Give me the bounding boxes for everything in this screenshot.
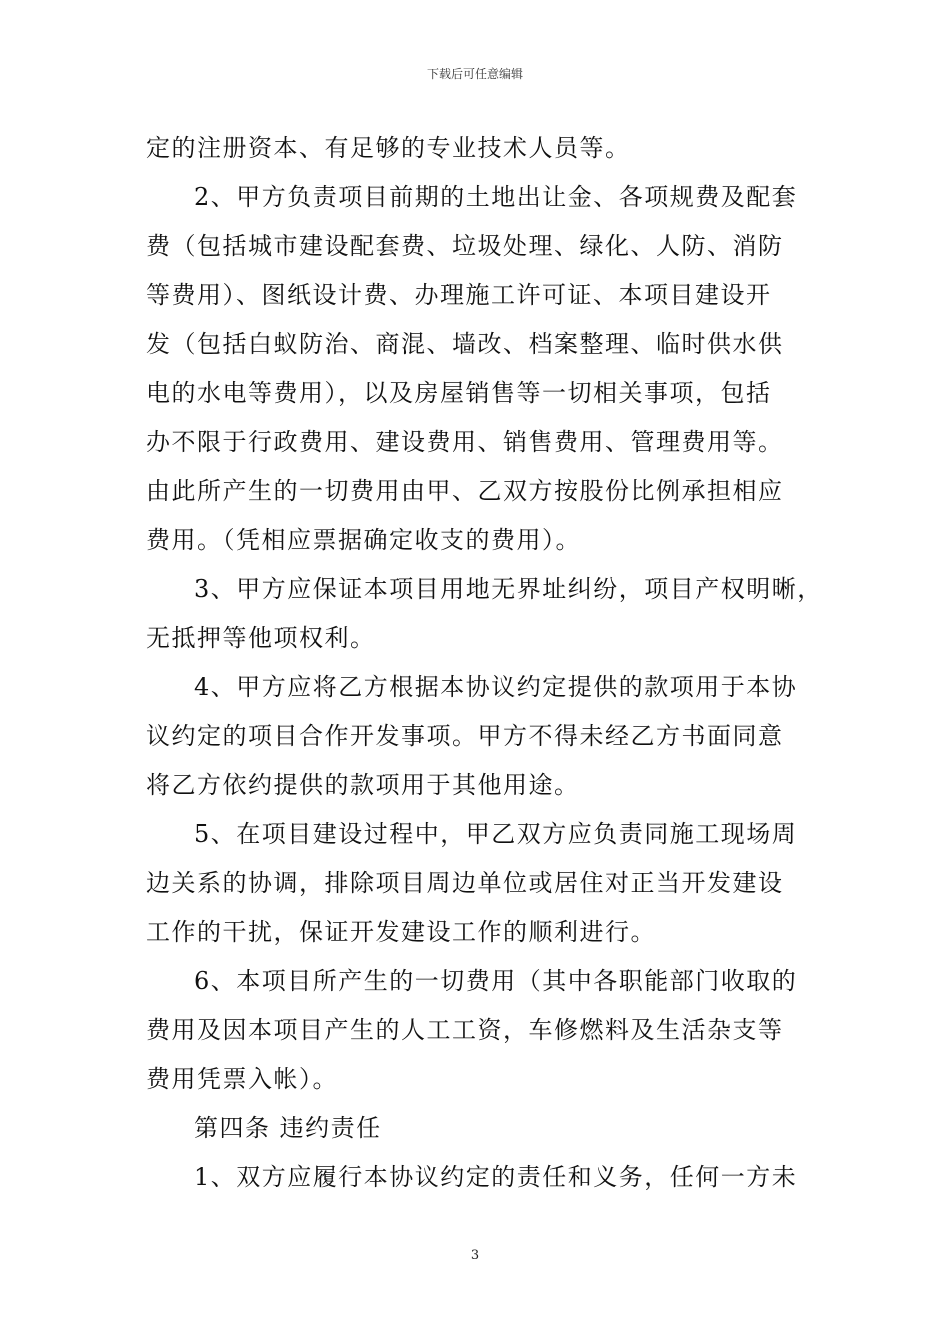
text-line: 办不限于行政费用、建设费用、销售费用、管理费用等。: [146, 428, 784, 456]
text-line: 1、双方应履行本协议约定的责任和义务，任何一方未: [194, 1163, 798, 1191]
text-line: 定的注册资本、有足够的专业技术人员等。: [146, 134, 631, 162]
text-line: 费（包括城市建设配套费、垃圾处理、绿化、人防、消防: [146, 232, 784, 260]
document-body: [146, 124, 823, 1202]
text-line: 费用及因本项目产生的人工工资，车修燃料及生活杂支等: [146, 1016, 784, 1044]
text-line: 工作的干扰，保证开发建设工作的顺利进行。: [146, 918, 656, 946]
text-line: 4、甲方应将乙方根据本协议约定提供的款项用于本协: [194, 673, 798, 701]
text-line: 费用凭票入帐）。: [146, 1065, 338, 1093]
text-line: 边关系的协调，排除项目周边单位或居住对正当开发建设: [146, 869, 784, 897]
text-line: 2、甲方负责项目前期的土地出让金、各项规费及配套: [194, 183, 798, 211]
text-line: 电的水电等费用），以及房屋销售等一切相关事项，包括: [146, 379, 772, 407]
text-line: 将乙方依约提供的款项用于其他用途。: [146, 771, 580, 799]
text-line: 由此所产生的一切费用由甲、乙双方按股份比例承担相应: [146, 477, 784, 505]
text-line: 6、本项目所产生的一切费用（其中各职能部门收取的: [194, 967, 798, 995]
text-line: 5、在项目建设过程中，甲乙双方应负责同施工现场周: [194, 820, 798, 848]
page-number: 3: [470, 1248, 480, 1263]
text-line: 发（包括白蚁防治、商混、墙改、档案整理、临时供水供: [146, 330, 784, 358]
section-heading: 第四条 违约责任: [194, 1114, 382, 1142]
text-line: 3、甲方应保证本项目用地无界址纠纷，项目产权明晰，: [194, 575, 823, 603]
text-line: 议约定的项目合作开发事项。甲方不得未经乙方书面同意: [146, 722, 784, 750]
text-line: 等费用）、图纸设计费、办理施工许可证、本项目建设开: [146, 281, 772, 309]
text-line: 无抵押等他项权利。: [146, 624, 376, 652]
page-header: 下载后可任意编辑: [426, 67, 523, 81]
text-line: 费用。（凭相应票据确定收支的费用）。: [146, 526, 581, 554]
